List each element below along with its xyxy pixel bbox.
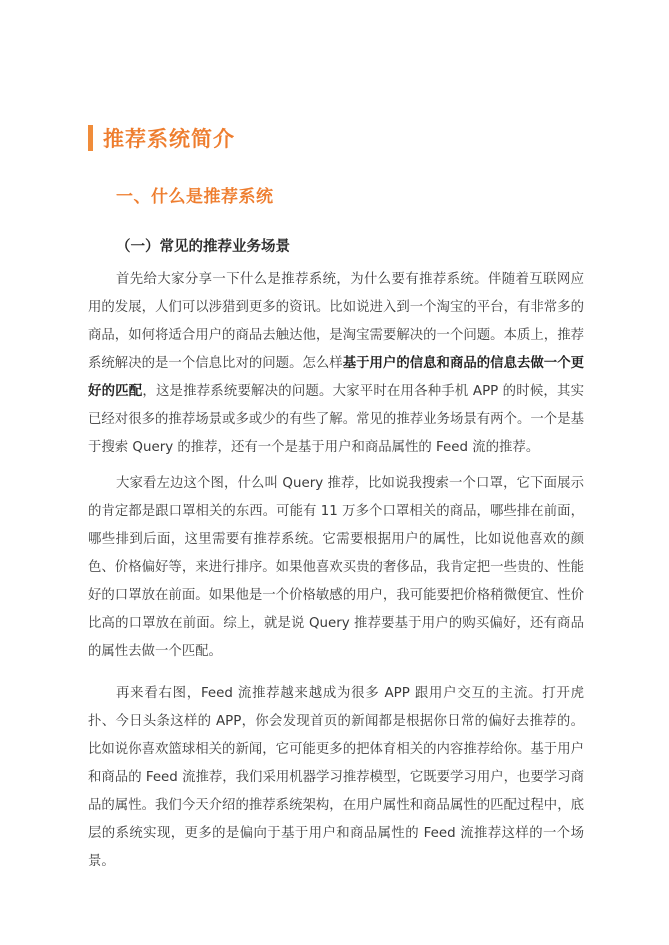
chapter-accent-bar [88, 125, 93, 151]
subsection-heading: （一）常见的推荐业务场景 [116, 239, 290, 255]
section-heading: 一、什么是推荐系统 [116, 187, 274, 207]
paragraph-query-recommendation: 大家看左边这个图，什么叫 Query 推荐，比如说我搜索一个口罩，它下面展示的肯定都是跟口罩相关的东西。可能有 11 万多个口罩相关的商品，哪些排在前面，哪些排到后面，这里需要有推荐系统。它需要根据用户的属性，比如说他喜欢的颜色、价格偏好等，来进行排序。如果他喜欢买贵的奢侈品，我肯定把一些贵的、性能好的口罩放在前面。如果他是一个价格敏感的用户，我可能要把价格稍微便宜、性价比高的口罩放在前面。综上，就是说 Query 推荐要基于用户的购买偏好，还有商品的属性去做一个匹配。 [88, 476, 584, 659]
chapter-heading [88, 124, 235, 152]
paragraph-intro [88, 266, 584, 462]
paragraph-intro-emphasis: 基于用户的信息和商品的信息去做一个更好的匹配 [88, 356, 585, 399]
paragraph-intro-after: ，这是推荐系统要解决的问题。大家平时在用各种手机 APP 的时候，其实已经对很多的推荐场景或多或少的有些了解。常见的推荐业务场景有两个。一个是基于搜索 Query 的推荐，还有一个是基于用户和商品属性的 Feed 流的推荐。 [88, 384, 585, 455]
paragraph-intro-before: 首先给大家分享一下什么是推荐系统，为什么要有推荐系统。伴随着互联网应用的发展，人们可以涉猎到更多的资讯。比如说进入到一个淘宝的平台，有非常多的商品，如何将适合用户的商品去触达他，是淘宝需要解决的一个问题。本质上，推荐系统解决的是一个信息比对的问题。怎么样 [88, 272, 584, 371]
chapter-title-text: 推荐系统简介 [103, 127, 235, 151]
paragraph-feed-recommendation: 再来看右图，Feed 流推荐越来越成为很多 APP 跟用户交互的主流。打开虎扑、今日头条这样的 APP，你会发现首页的新闻都是根据你日常的偏好去推荐的。比如说你喜欢篮球相关的新闻，它可能更多的把体育相关的内容推荐给你。基于用户和商品的 Feed 流推荐，我们采用机器学习推荐模型，它既要学习用户，也要学习商品的属性。我们今天介绍的推荐系统架构，在用户属性和商品属性的匹配过程中，底层的系统实现，更多的是偏向于基于用户和商品属性的 Feed 流推荐这样的一个场景。 [88, 686, 584, 869]
